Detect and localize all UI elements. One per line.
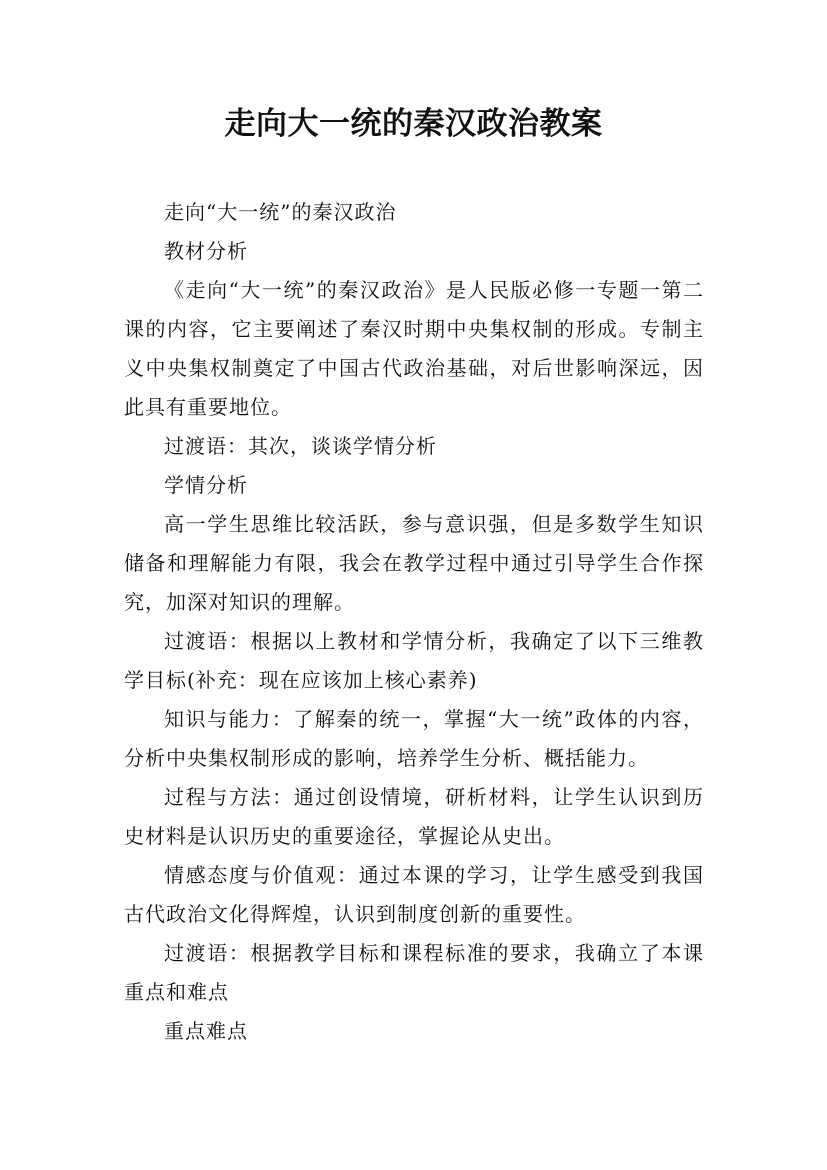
paragraph-subtitle: 走向“大一统”的秦汉政治 [164,200,397,224]
paragraph-textbook-analysis: 《走向“大一统”的秦汉政治》是人民版必修一专题一第二课的内容，它主要阐述了秦汉时期中央集权制的形成。专制主义中央集权制奠定了中国古代政治基础，对后世影响深远，因此具有重要地位。 [124,278,704,419]
document-body [124,193,704,1051]
paragraph-goal-knowledge: 知识与能力：了解秦的统一，掌握“大一统”政体的内容，分析中央集权制形成的影响，培养学生分析、概括能力。 [124,707,704,770]
heading-student-analysis: 学情分析 [164,473,248,497]
paragraph-student-analysis: 高一学生思维比较活跃，参与意识强，但是多数学生知识储备和理解能力有限，我会在教学过程中通过引导学生合作探究，加深对知识的理解。 [124,512,704,614]
heading-key-difficult-points: 重点难点 [164,1019,248,1043]
document-title: 走向大一统的秦汉政治教案 [224,106,603,142]
paragraph-goal-process: 过程与方法：通过创设情境，研析材料，让学生认识到历史材料是认识历史的重要途径，掌握论从史出。 [124,785,704,848]
paragraph-transition-1: 过渡语：其次，谈谈学情分析 [164,434,437,458]
paragraph-transition-3: 过渡语：根据教学目标和课程标准的要求，我确立了本课重点和难点 [124,941,704,1004]
paragraph-goal-values: 情感态度与价值观：通过本课的学习，让学生感受到我国古代政治文化得辉煌，认识到制度创新的重要性。 [124,863,704,926]
heading-textbook-analysis: 教材分析 [164,239,248,263]
paragraph-transition-2: 过渡语：根据以上教材和学情分析，我确定了以下三维教学目标(补充：现在应该加上核心素养) [124,629,704,692]
